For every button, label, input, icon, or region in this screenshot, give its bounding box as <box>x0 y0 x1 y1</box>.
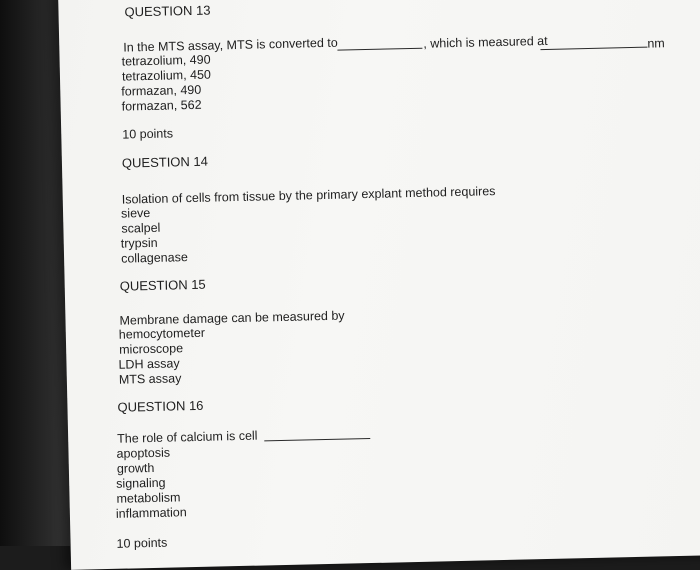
q16-option-4[interactable]: metabolism <box>116 490 181 506</box>
q16-option-2[interactable]: growth <box>116 460 155 476</box>
q14-option-1[interactable]: sieve <box>120 205 151 221</box>
q15-stem: Membrane damage can be measured by <box>119 308 345 328</box>
q13-option-2[interactable]: tetrazolium, 450 <box>121 67 212 84</box>
q16-stem: The role of calcium is cell <box>117 428 258 446</box>
q15-option-1[interactable]: hemocytometer <box>118 325 206 342</box>
q15-option-2[interactable]: microscope <box>119 341 184 357</box>
q13-option-4[interactable]: formazan, 562 <box>121 97 202 114</box>
q16-option-5[interactable]: inflammation <box>115 505 187 521</box>
q14-option-2[interactable]: scalpel <box>121 220 161 236</box>
q13-points: 10 points <box>122 126 174 142</box>
question-sheet <box>58 0 700 570</box>
q13-blank-2[interactable] <box>540 47 647 50</box>
q13-unit: nm <box>647 36 665 51</box>
q16-heading: QUESTION 16 <box>117 397 204 415</box>
q13-heading: QUESTION 13 <box>124 2 211 20</box>
q13-option-3[interactable]: formazan, 490 <box>121 82 202 99</box>
q14-stem: Isolation of cells from tissue by the primary explant method requires <box>121 184 496 207</box>
q13-option-1[interactable]: tetrazolium, 490 <box>121 52 211 69</box>
q13-blank-1[interactable] <box>337 48 422 51</box>
q16-option-1[interactable]: apoptosis <box>116 445 171 461</box>
q15-option-4[interactable]: MTS assay <box>118 371 182 387</box>
q14-option-4[interactable]: collagenase <box>120 250 188 266</box>
q15-heading: QUESTION 15 <box>119 276 206 294</box>
q14-option-3[interactable]: trypsin <box>120 235 158 251</box>
q16-points: 10 points <box>116 535 168 551</box>
q13-stem: In the MTS assay, MTS is converted to <box>123 35 338 55</box>
q16-option-3[interactable]: signaling <box>116 475 166 491</box>
q14-heading: QUESTION 14 <box>121 153 209 171</box>
q16-blank[interactable] <box>264 438 370 441</box>
q15-option-3[interactable]: LDH assay <box>118 356 180 372</box>
q13-stem-continued: , which is measured at <box>423 33 548 51</box>
